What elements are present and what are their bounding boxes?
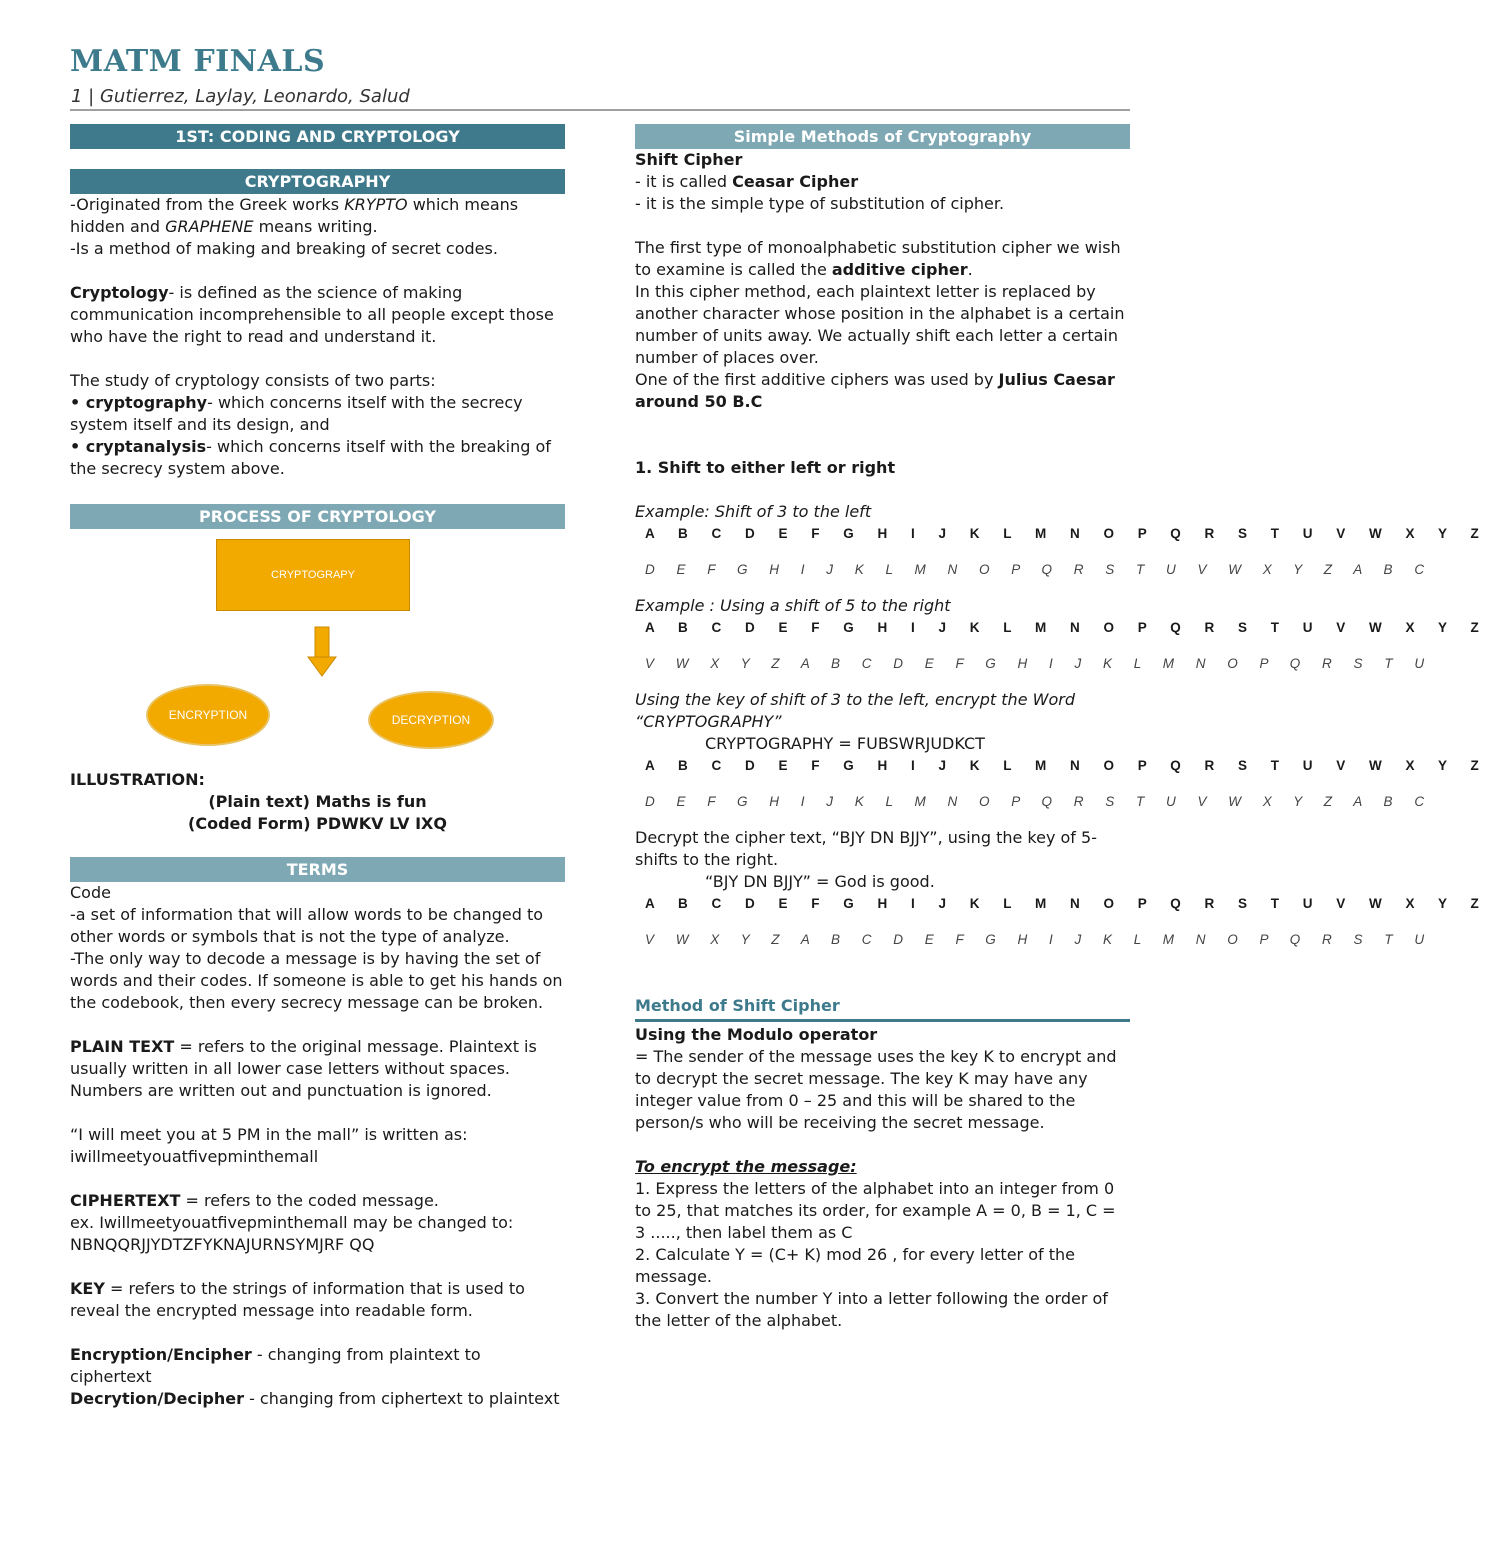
shift-cipher-line-1: - it is called Ceasar Cipher xyxy=(635,172,859,191)
code-definition-1: -a set of information that will allow words to be changed to other words or symbols that is not the type of analyze. xyxy=(70,905,544,946)
section-band-cryptography: CRYPTOGRAPHY xyxy=(70,169,565,194)
plaintext-example-written: iwillmeetyouatfivepminthemall xyxy=(70,1147,319,1166)
encryption-definition: Encryption/Encipher - changing from plaintext to ciphertext xyxy=(70,1345,481,1386)
additive-paragraph-2: In this cipher method, each plaintext letter is replaced by another character whose position in the alphabet is a certain number of units away. We actually shift each letter a certain number of places over. xyxy=(635,282,1125,367)
encrypt-step-3: 3. Convert the number Y into a letter following the order of the letter of the alphabet. xyxy=(635,1289,1108,1330)
task-1-prompt: Using the key of shift of 3 to the left, encrypt the Word “CRYPTOGRAPHY” xyxy=(635,690,1075,731)
illustration-label: ILLUSTRATION: xyxy=(70,770,205,789)
shift-cipher-title: Shift Cipher xyxy=(635,150,743,169)
document-title: MATM FINALS xyxy=(70,44,326,79)
method-divider xyxy=(635,1019,1130,1022)
process-diagram xyxy=(70,529,565,769)
key-definition: KEY = refers to the strings of information that is used to reveal the encrypted message into readable form. xyxy=(70,1279,525,1320)
shifted-left-3-row: D E F G H I J K L M N O P Q R S T U V W X Y Z A B C xyxy=(645,562,1434,577)
diagram-ellipse-decryption: DECRYPTION xyxy=(368,691,494,749)
modulo-title: Using the Modulo operator xyxy=(635,1025,878,1044)
plaintext-definition: PLAIN TEXT = refers to the original message. Plaintext is usually written in all lower case letters without spaces. Numbers are written out and punctuation is ignored. xyxy=(70,1037,537,1100)
code-definition-2: -The only way to decode a message is by having the set of words and their codes. If someone is able to get his hands on the codebook, then every secrecy message can be broken. xyxy=(70,949,563,1012)
alphabet-row: A B C D E F G H I J K L M N O P Q R S T U V W X Y Z xyxy=(645,896,1489,911)
task-2-prompt: Decrypt the cipher text, “BJY DN BJJY”, using the key of 5-shifts to the right. xyxy=(635,828,1097,869)
intro-paragraph-2: -Is a method of making and breaking of secret codes. xyxy=(70,239,498,258)
cryptology-definition: Cryptology- is defined as the science of making communication incomprehensible to all people except those who have the right to read and understand it. xyxy=(70,283,554,346)
section-band-coding: 1ST: CODING AND CRYPTOLOGY xyxy=(70,124,565,149)
additive-paragraph-1: The first type of monoalphabetic substitution cipher we wish to examine is called the additive cipher. xyxy=(635,238,1121,279)
shift-cipher-line-2: - it is the simple type of substitution of cipher. xyxy=(635,194,1005,213)
example-2-label: Example : Using a shift of 5 to the right xyxy=(635,596,951,615)
example-1-label: Example: Shift of 3 to the left xyxy=(635,502,872,521)
diagram-box-cryptography: CRYPTOGRAPY xyxy=(216,539,410,611)
ciphertext-definition: CIPHERTEXT = refers to the coded message. xyxy=(70,1191,439,1210)
diagram-ellipse-encryption: ENCRYPTION xyxy=(146,684,270,746)
right-column xyxy=(635,124,1489,1332)
intro-paragraph: -Originated from the Greek works KRYPTO which means hidden and GRAPHENE means writing. xyxy=(70,195,519,236)
shifted-right-5-row: V W X Y Z A B C D E F G H I J K L M N O P Q R S T U xyxy=(645,932,1434,947)
modulo-definition: = The sender of the message uses the key K to encrypt and to decrypt the secret message. The key K may have any integer value from 0 – 25 and this will be shared to the person/s who will be receiving the secret message. xyxy=(635,1047,1117,1132)
bullet-cryptography: • cryptography- which concerns itself with the secrecy system itself and its design, and xyxy=(70,393,523,434)
task-2-answer: “BJY DN BJJY” = God is good. xyxy=(705,872,935,891)
decryption-definition: Decrytion/Decipher - changing from ciphertext to plaintext xyxy=(70,1389,560,1408)
illustration-coded: (Coded Form) PDWKV LV IXQ xyxy=(188,814,447,833)
shifted-right-5-row: V W X Y Z A B C D E F G H I J K L M N O P Q R S T U xyxy=(645,656,1434,671)
authors-line: 1 | Gutierrez, Laylay, Leonardo, Salud xyxy=(71,86,410,107)
bullet-cryptanalysis: • cryptanalysis- which concerns itself with the breaking of the secrecy system above. xyxy=(70,437,551,478)
down-arrow-icon xyxy=(308,627,336,677)
alphabet-row: A B C D E F G H I J K L M N O P Q R S T U V W X Y Z xyxy=(645,758,1489,773)
alphabet-row: A B C D E F G H I J K L M N O P Q R S T U V W X Y Z xyxy=(645,526,1489,541)
plaintext-example-quote: “I will meet you at 5 PM in the mall” is written as: xyxy=(70,1125,468,1144)
alphabet-row: A B C D E F G H I J K L M N O P Q R S T U V W X Y Z xyxy=(645,620,1489,635)
left-column xyxy=(70,124,565,1410)
shift-direction-heading: 1. Shift to either left or right xyxy=(635,458,896,477)
method-heading: Method of Shift Cipher xyxy=(635,996,840,1015)
header-divider xyxy=(70,109,1130,111)
study-intro: The study of cryptology consists of two parts: xyxy=(70,371,436,390)
section-band-simple-methods: Simple Methods of Cryptography xyxy=(635,124,1130,149)
section-band-terms: TERMS xyxy=(70,857,565,882)
code-term: Code xyxy=(70,883,111,902)
section-band-process: PROCESS OF CRYPTOLOGY xyxy=(70,504,565,529)
illustration-plain: (Plain text) Maths is fun xyxy=(208,792,427,811)
shifted-left-3-row: D E F G H I J K L M N O P Q R S T U V W X Y Z A B C xyxy=(645,794,1434,809)
encrypt-step-1: 1. Express the letters of the alphabet into an integer from 0 to 25, that matches its order, for example A = 0, B = 1, C = 3 ....., then label them as C xyxy=(635,1179,1116,1242)
ciphertext-result: NBNQQRJJYDTZFYKNAJURNSYMJRF QQ xyxy=(70,1235,375,1254)
ciphertext-example: ex. Iwillmeetyouatfivepminthemall may be changed to: xyxy=(70,1213,514,1232)
additive-paragraph-3: One of the first additive ciphers was used by Julius Caesar around 50 B.C xyxy=(635,370,1115,411)
encrypt-step-2: 2. Calculate Y = (C+ K) mod 26 , for every letter of the message. xyxy=(635,1245,1075,1286)
encrypt-heading: To encrypt the message: xyxy=(635,1157,857,1176)
task-1-answer: CRYPTOGRAPHY = FUBSWRJUDKCT xyxy=(705,734,985,753)
